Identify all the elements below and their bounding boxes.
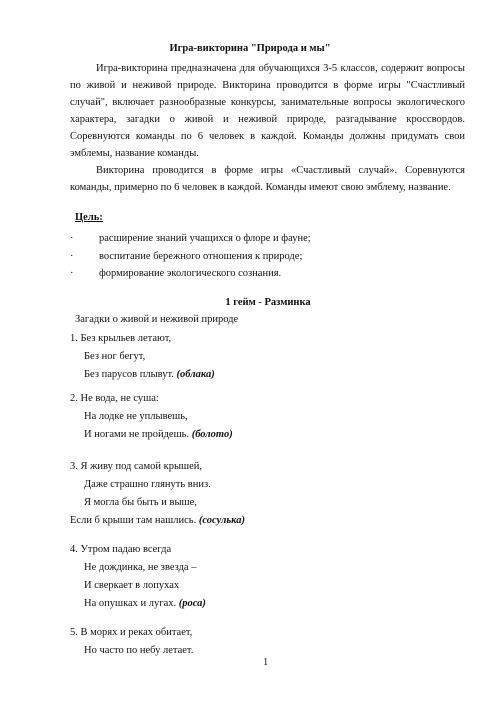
riddle-2: 2. Не вода, не суша: На лодке не уплывешь, И ногами не пройдешь. (болото) [70,393,233,440]
riddle-5: 5. В морях и реках обитает, Но часто по небу летает. [70,627,194,656]
document-title: Игра-викторина "Природа и мы" [169,43,331,54]
riddle-answer: (роса) [178,598,206,609]
riddle-answer: (облака) [176,369,215,380]
riddle-1: 1. Без крыльев летают, Без ног бегут, Без парусов плывут. (облака) [70,333,215,380]
bullet-icon: · [70,233,74,244]
bullet-icon: · [70,250,74,262]
riddle-4: 4. Утром падаю всегда Не дождинка, не звезда – И сверкает в лопухах На опушках и лугах. (роса) [70,544,206,609]
list-item: · воспитание бережного отношения к природе; [70,248,465,266]
list-item: · расширение знаний учащихся о флоре и фауне; [70,230,465,248]
section-title: 1 гейм - Разминка [225,297,311,308]
goal-heading: Цель: [75,212,103,223]
page-number: 1 [263,657,269,668]
riddle-answer: (сосулька) [198,515,245,526]
goal-list [70,230,465,283]
list-item: · формирование экологического сознания. [70,265,465,283]
riddle-3: 3. Я живу под самой крышей, Даже страшно глянуть вниз. Я могла бы быть и выше, Если б крыши там нашлись. (сосулька) [70,461,245,526]
riddle-answer: (болото) [191,429,233,440]
bullet-icon: · [70,268,74,279]
section-subtitle: Загадки о живой и неживой природе [75,314,239,325]
intro-paragraph-2: Викторина проводится в форме игры «Счастливый случай». Соревнуются команды, примерно по 6 человек в каждой. Команды имеют свою эмблему, название. [70,165,465,193]
intro-paragraph-1: Игра-викторина предназначена для обучающихся 3-5 классов, содержит вопросы по живой и неживой природе. Викторина проводится в форме игры "Счастливый случай", включает разнообразные конкурсы, занимательные вопросы экологического характера, загадки о живой и неживой природе, разгадывание кроссвордов. Соревнуются команды по 6 человек в каждой. Команды должны придумать свои эмблемы, название команды. [70,63,465,159]
